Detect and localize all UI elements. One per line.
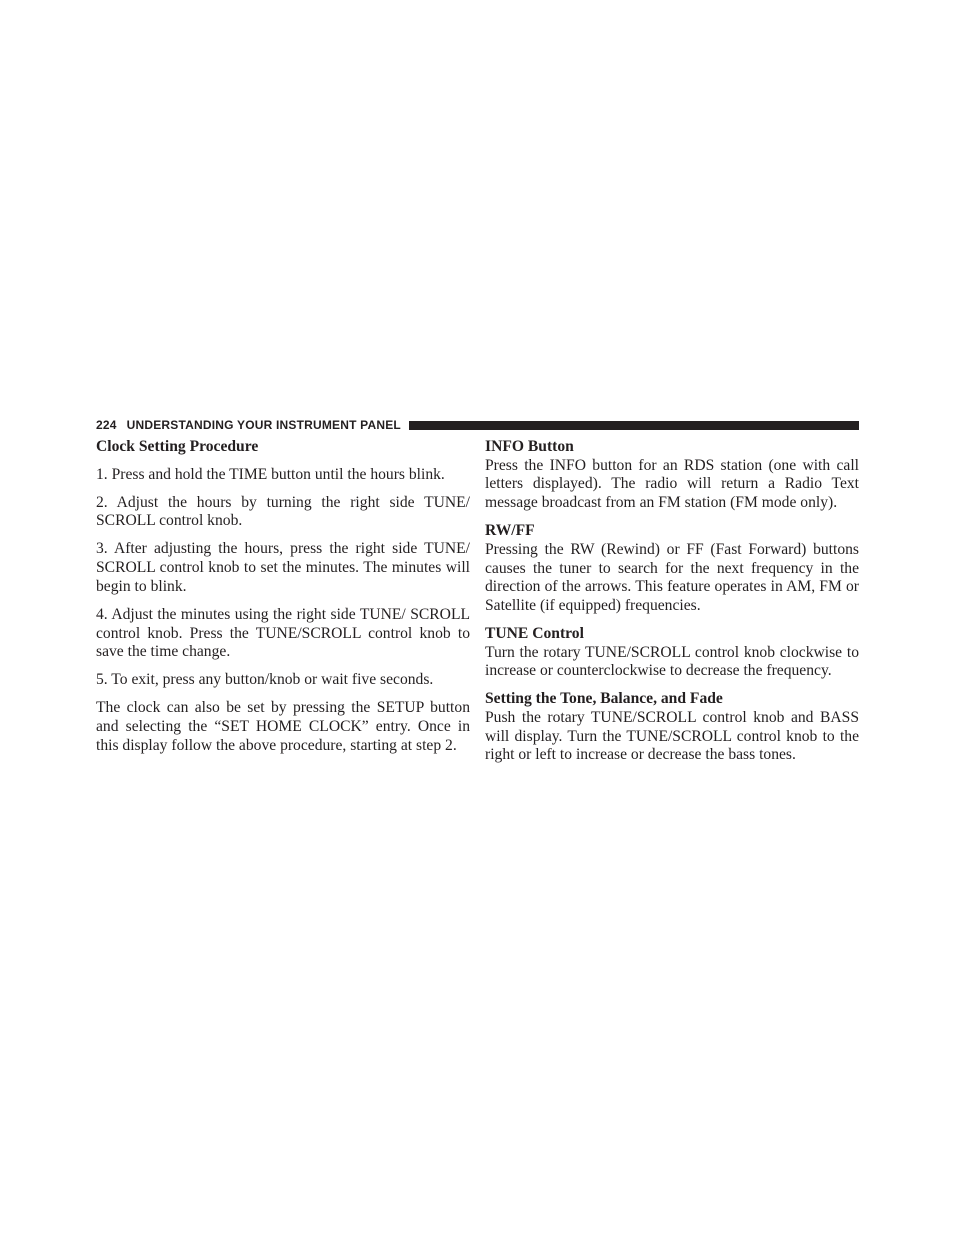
tone-balance-fade-heading: Setting the Tone, Balance, and Fade bbox=[485, 690, 723, 708]
right-column bbox=[485, 438, 859, 774]
step-4: 4. Adjust the minutes using the right side TUNE/ SCROLL control knob. Press the TUNE/SCROLL control knob to save the time change. bbox=[96, 605, 470, 661]
info-button-body: Press the INFO button for an RDS station (one with call letters displayed). The radio will return a Radio Text message broadcast from an FM station (FM mode only). bbox=[485, 456, 859, 512]
step-1: 1. Press and hold the TIME button until the hours blink. bbox=[96, 465, 445, 483]
rw-ff-heading: RW/FF bbox=[485, 522, 535, 540]
section-title: UNDERSTANDING YOUR INSTRUMENT PANEL bbox=[126, 418, 401, 432]
step-5: 5. To exit, press any button/knob or wait five seconds. bbox=[96, 671, 434, 689]
left-column bbox=[96, 438, 470, 765]
tune-control-heading: TUNE Control bbox=[485, 624, 584, 642]
rw-ff-body: Pressing the RW (Rewind) or FF (Fast Forward) buttons causes the tuner to search for the next frequency in the direction of the arrows. This feature operates in AM, FM or Satellite (if equipped) frequencies. bbox=[485, 540, 859, 614]
clock-note: The clock can also be set by pressing the SETUP button and selecting the “SET HOME CLOCK” entry. Once in this display follow the above procedure, starting at step 2. bbox=[96, 699, 470, 754]
info-button-heading: INFO Button bbox=[485, 438, 574, 455]
header-rule bbox=[409, 421, 859, 430]
tune-control-body: Turn the rotary TUNE/SCROLL control knob clockwise to increase or counterclockwise to decrease the frequency. bbox=[485, 643, 859, 680]
clock-setting-heading: Clock Setting Procedure bbox=[96, 438, 259, 455]
step-3: 3. After adjusting the hours, press the right side TUNE/ SCROLL control knob to set the minutes. The minutes will begin to blink. bbox=[96, 540, 470, 595]
page-header bbox=[96, 417, 859, 433]
tone-balance-fade-body: Push the rotary TUNE/SCROLL control knob and BASS will display. Turn the TUNE/SCROLL control knob to the right or left to increase or decrease the bass tones. bbox=[485, 709, 859, 764]
page-number: 224 bbox=[96, 418, 117, 432]
step-2: 2. Adjust the hours by turning the right side TUNE/ SCROLL control knob. bbox=[96, 493, 470, 530]
